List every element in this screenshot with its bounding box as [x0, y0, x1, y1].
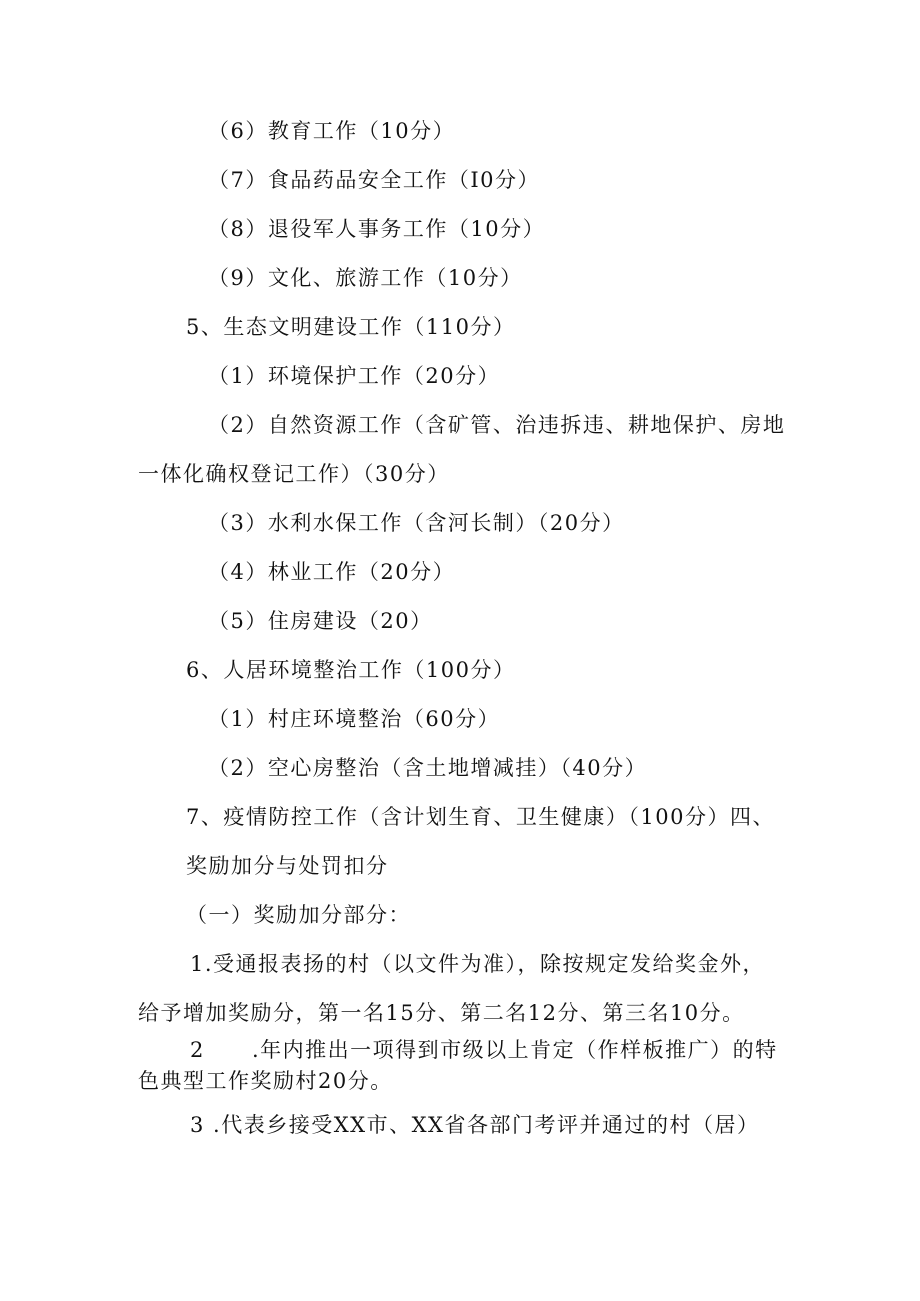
text-line: （2）空心房整治（含土地增减挂）（40分）: [208, 756, 648, 780]
text-line: （4）林业工作（20分）: [208, 560, 456, 584]
text-line: （6）教育工作（10分）: [208, 119, 456, 143]
text-line: （3）水利水保工作（含河长制）（20分）: [208, 511, 625, 535]
text-line: 给予增加奖励分，第一名15分、第二名12分、第三名10分。: [138, 1001, 745, 1025]
text-line: （1）环境保护工作（20分）: [208, 364, 501, 388]
text-line: （8）退役军人事务工作（10分）: [208, 217, 546, 241]
section-heading: 奖励加分与处罚扣分: [186, 854, 389, 878]
text-line: 1.受通报表扬的村（以文件为准），除按规定发给奖金外，: [190, 952, 766, 976]
text-line: 一体化确权登记工作）（30分）: [138, 462, 450, 486]
text-line: （9）文化、旅游工作（10分）: [208, 266, 523, 290]
text-line: [190, 1036, 778, 1064]
subsection-heading: （一）奖励加分部分：: [186, 903, 411, 927]
text-line: （7）食品药品安全工作（I0分）: [208, 168, 541, 192]
text-line: （5）住房建设（20）: [208, 609, 433, 633]
section-heading: 6、人居环境整治工作（100分）: [186, 658, 516, 682]
item-number: 2: [190, 1038, 205, 1062]
text-line: 3 .代表乡接受XX市、XX省各部门考评并通过的村（居）: [190, 1113, 760, 1137]
section-heading: 5、生态文明建设工作（110分）: [186, 315, 516, 339]
section-heading: 7、疫情防控工作（含计划生育、卫生健康）（100分）四、: [186, 805, 775, 829]
item-text: .年内推出一项得到市级以上肯定（作样板推广）的特: [252, 1038, 778, 1062]
text-line: （2）自然资源工作（含矿管、治违拆违、耕地保护、房地: [208, 413, 786, 437]
text-line: 色典型工作奖励村20分。: [138, 1069, 393, 1093]
text-line: （1）村庄环境整治（60分）: [208, 707, 501, 731]
